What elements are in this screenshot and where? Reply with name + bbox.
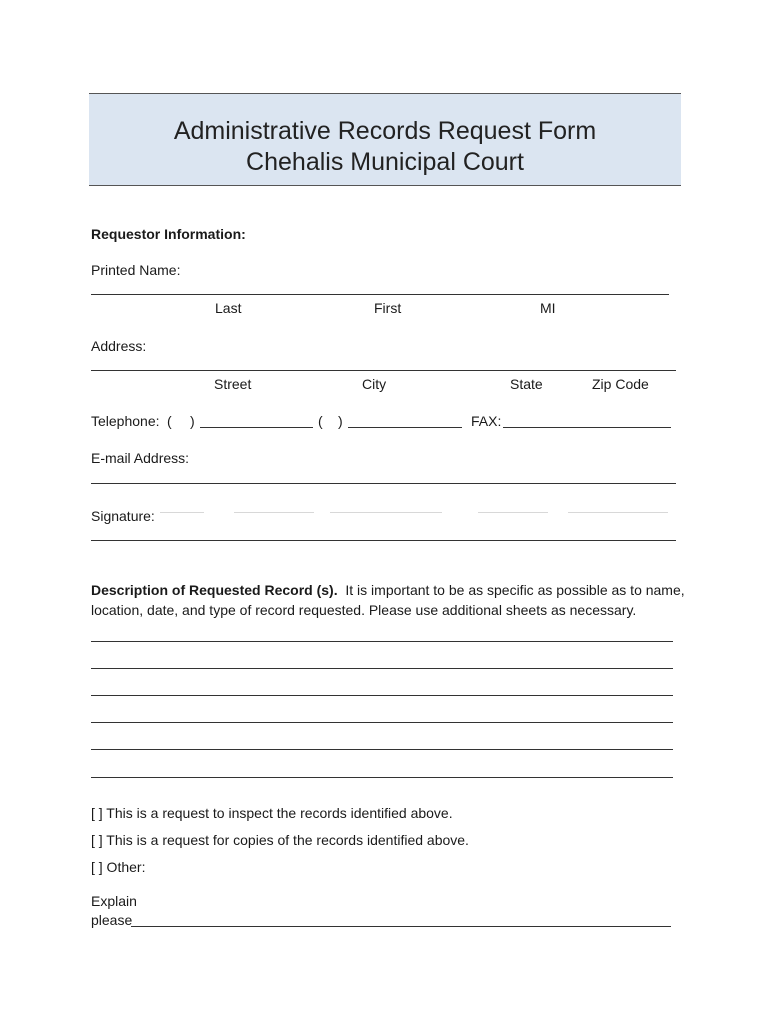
signature-faint-mark xyxy=(234,512,314,513)
form-header xyxy=(89,93,681,186)
telephone-field-1[interactable] xyxy=(200,427,313,428)
signature-faint-mark xyxy=(330,512,442,513)
fax-label: FAX: xyxy=(471,413,502,429)
explain-label: Explain xyxy=(91,893,137,909)
description-line-5[interactable] xyxy=(91,749,673,750)
middle-initial-caption: MI xyxy=(540,300,556,316)
description-line-4[interactable] xyxy=(91,722,673,723)
street-caption: Street xyxy=(214,376,252,392)
description-heading: Description of Requested Record (s). xyxy=(91,582,338,598)
other-option[interactable]: [ ] Other: xyxy=(91,859,146,875)
description-instructions-2: location, date, and type of record requested. Please use additional sheets as necessary. xyxy=(91,602,637,618)
phone1-paren-close: ) xyxy=(190,413,195,429)
phone1-paren-open: ( xyxy=(167,413,172,429)
description-line-1[interactable] xyxy=(91,641,673,642)
court-name: Chehalis Municipal Court xyxy=(246,148,524,176)
phone2-paren-open: ( xyxy=(318,413,323,429)
form-title: Administrative Records Request Form xyxy=(173,117,597,145)
email-field[interactable] xyxy=(91,483,676,484)
address-field[interactable] xyxy=(91,370,676,371)
printed-name-field[interactable] xyxy=(91,294,669,295)
description-line-6[interactable] xyxy=(91,777,673,778)
signature-faint-mark xyxy=(478,512,548,513)
inspect-option[interactable]: [ ] This is a request to inspect the records identified above. xyxy=(91,805,453,821)
telephone-label: Telephone: xyxy=(91,413,160,429)
description-instructions-1: It is important to be as specific as possible as to name, xyxy=(345,582,685,598)
description-line-3[interactable] xyxy=(91,695,673,696)
explain-field[interactable] xyxy=(131,926,671,927)
phone2-paren-close: ) xyxy=(338,413,343,429)
city-caption: City xyxy=(362,376,387,392)
signature-faint-mark xyxy=(160,512,204,513)
requestor-heading: Requestor Information: xyxy=(91,226,246,242)
fax-field[interactable] xyxy=(503,427,671,428)
signature-label: Signature: xyxy=(91,508,155,524)
telephone-field-2[interactable] xyxy=(348,427,462,428)
please-label: please xyxy=(91,912,133,928)
signature-field[interactable] xyxy=(91,540,676,541)
printed-name-label: Printed Name: xyxy=(91,262,181,278)
first-name-caption: First xyxy=(374,300,402,316)
copies-option[interactable]: [ ] This is a request for copies of the records identified above. xyxy=(91,832,469,848)
address-label: Address: xyxy=(91,338,147,354)
email-label: E-mail Address: xyxy=(91,450,190,466)
zip-code-caption: Zip Code xyxy=(592,376,649,392)
last-name-caption: Last xyxy=(215,300,242,316)
state-caption: State xyxy=(510,376,543,392)
signature-faint-mark xyxy=(568,512,668,513)
description-line-2[interactable] xyxy=(91,668,673,669)
description-paragraph xyxy=(91,582,685,598)
